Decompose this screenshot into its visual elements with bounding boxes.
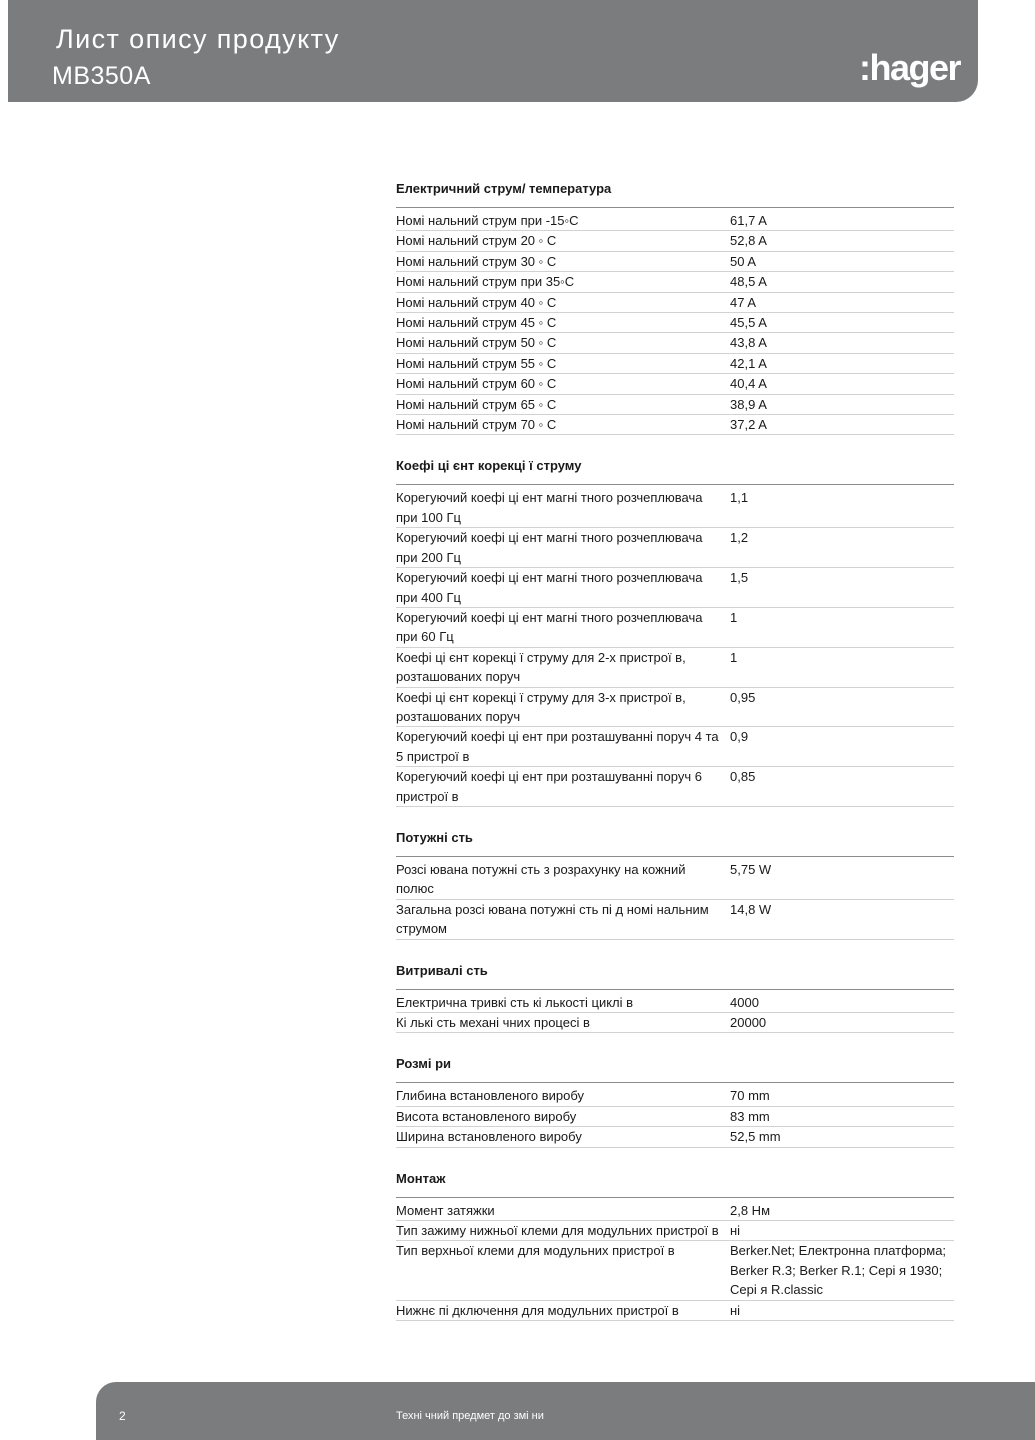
spec-label: Тип верхньої клеми для модульних пристрої в <box>396 1243 675 1259</box>
spec-label: Корегуючий коефі ці ент магні тного розчеплювача при 400 Гц <box>396 570 703 605</box>
spec-value: ні <box>730 1223 741 1239</box>
spec-value: 38,9 A <box>730 396 767 412</box>
spec-value: 83 mm <box>730 1108 770 1124</box>
spec-row <box>396 1201 954 1221</box>
spec-label: Номі нальний струм при 35◦C <box>396 274 575 290</box>
spec-label: Номі нальний струм 20 ◦ C <box>396 233 557 249</box>
spec-value: 45,5 A <box>730 315 767 331</box>
spec-value: 14,8 W <box>730 901 772 917</box>
spec-value: ні <box>730 1302 741 1318</box>
spec-label: Корегуючий коефі ці ент магні тного розчеплювача при 60 Гц <box>396 609 703 645</box>
spec-value: 37,2 A <box>730 417 767 433</box>
spec-label: Нижнє пі дключення для модульних пристрої в <box>396 1302 679 1318</box>
spec-label: Номі нальний струм 40 ◦ C <box>396 294 557 310</box>
spec-label: Номі нальний струм 50 ◦ C <box>396 335 557 351</box>
spec-row <box>396 231 954 251</box>
spec-row <box>396 608 954 648</box>
spec-label: Корегуючий коефі ці ент при розташуванні поруч 6 пристрої в <box>396 769 702 804</box>
section-title: Монтаж <box>396 1168 954 1198</box>
spec-value: 48,5 A <box>730 274 767 290</box>
page-header <box>8 0 978 102</box>
spec-value: 5,75 W <box>730 861 772 877</box>
spec-label: Електрична тривкі сть кі лькості циклі в <box>396 994 634 1010</box>
spec-value: 50 A <box>730 253 757 269</box>
spec-row <box>396 900 954 940</box>
spec-label: Момент затяжки <box>396 1202 495 1218</box>
section-title: Коефі ці єнт корекці ї струму <box>396 455 954 485</box>
spec-value: Berker.Net; Електронна платформа; Berker R.3; Berker R.1; Серi я 1930; Серi я R.classic <box>730 1243 947 1298</box>
spec-value: 1,2 <box>730 530 749 546</box>
spec-label: Корегуючий коефі ці ент при розташуванні поруч 4 та 5 пристрої в <box>396 729 719 764</box>
spec-label: Номі нальний струм 45 ◦ C <box>396 315 557 331</box>
spec-label: Номі нальний струм 70 ◦ C <box>396 417 557 433</box>
spec-value: 2,8 Нм <box>730 1202 771 1218</box>
spec-label: Номі нальний струм 30 ◦ C <box>396 253 557 269</box>
spec-row <box>396 395 954 415</box>
spec-label: Загальна розсі ювана потужні сть пі д номі нальним струмом <box>396 901 709 937</box>
spec-section <box>396 827 954 940</box>
section-title: Потужні сть <box>396 827 954 857</box>
spec-row <box>396 252 954 272</box>
spec-row <box>396 528 954 568</box>
spec-value: 52,5 mm <box>730 1129 781 1145</box>
spec-content <box>396 178 954 1341</box>
product-code: MB350A <box>52 62 151 90</box>
spec-row <box>396 374 954 394</box>
spec-value: 61,7 A <box>730 213 767 228</box>
spec-label: Корегуючий коефі ці ент магні тного розчеплювача при 200 Гц <box>396 530 703 565</box>
spec-row <box>396 993 954 1013</box>
spec-row <box>396 767 954 807</box>
spec-row <box>396 1086 954 1106</box>
spec-row <box>396 1241 954 1300</box>
section-title: Розмі ри <box>396 1053 954 1083</box>
spec-label: Номі нальний струм 60 ◦ C <box>396 376 557 392</box>
spec-label: Корегуючий коефі ці ент магні тного розчеплювача при 100 Гц <box>396 490 703 525</box>
spec-value: 20000 <box>730 1015 767 1030</box>
spec-section <box>396 178 954 435</box>
spec-row <box>396 333 954 353</box>
spec-label: Глибина встановленого виробу <box>396 1088 585 1104</box>
spec-row <box>396 727 954 767</box>
spec-row <box>396 211 954 231</box>
spec-value: 70 mm <box>730 1088 770 1104</box>
footer-note: Техні чний предмет до змі ни <box>396 1410 544 1422</box>
spec-value: 1 <box>730 609 738 625</box>
spec-label: Ширина встановленого виробу <box>396 1129 582 1145</box>
spec-section <box>396 960 954 1034</box>
document-title: Лист опису продукту <box>56 24 340 54</box>
spec-row <box>396 688 954 728</box>
spec-row <box>396 1107 954 1127</box>
spec-value: 0,85 <box>730 769 756 785</box>
spec-row <box>396 568 954 608</box>
spec-label: Кі лькі сть механі чних процесі в <box>396 1015 590 1030</box>
spec-label: Висота встановленого виробу <box>396 1108 577 1124</box>
spec-row <box>396 488 954 528</box>
spec-value: 52,8 A <box>730 233 767 249</box>
spec-section <box>396 455 954 807</box>
section-title: Електричний струм/ температура <box>396 178 954 208</box>
spec-label: Номі нальний струм 55 ◦ C <box>396 355 557 371</box>
section-title: Витривалі сть <box>396 960 954 990</box>
spec-label: Тип зажиму нижньої клеми для модульних пристрої в <box>396 1223 719 1239</box>
spec-value: 47 A <box>730 294 757 310</box>
spec-value: 1 <box>730 649 738 665</box>
spec-row <box>396 1221 954 1241</box>
page-footer <box>96 1382 1035 1440</box>
spec-label: Розсі ювана потужні сть з розрахунку на кожний полюс <box>396 861 686 897</box>
spec-section <box>396 1168 954 1321</box>
spec-value: 43,8 A <box>730 335 767 351</box>
spec-value: 0,95 <box>730 689 756 705</box>
hager-logo: :hager <box>858 47 960 88</box>
spec-row <box>396 415 954 435</box>
spec-label: Коефі ці єнт корекці ї струму для 3-х пристрої в, розташованих поруч <box>396 689 686 724</box>
spec-value: 1,5 <box>730 570 749 586</box>
spec-label: Номі нальний струм при -15◦C <box>396 213 579 228</box>
spec-row <box>396 354 954 374</box>
spec-row <box>396 1013 954 1033</box>
spec-row <box>396 293 954 313</box>
spec-value: 42,1 A <box>730 355 767 371</box>
spec-row <box>396 272 954 292</box>
spec-label: Номі нальний струм 65 ◦ C <box>396 396 557 412</box>
spec-value: 40,4 A <box>730 376 767 392</box>
spec-row <box>396 860 954 900</box>
spec-value: 1,1 <box>730 490 749 506</box>
spec-value: 4000 <box>730 994 759 1010</box>
spec-row <box>396 648 954 688</box>
page-number: 2 <box>119 1409 126 1423</box>
spec-label: Коефі ці єнт корекці ї струму для 2-х пристрої в, розташованих поруч <box>396 649 686 685</box>
spec-section <box>396 1053 954 1147</box>
spec-row <box>396 1127 954 1147</box>
spec-value: 0,9 <box>730 729 749 745</box>
spec-row <box>396 313 954 333</box>
spec-row <box>396 1301 954 1321</box>
